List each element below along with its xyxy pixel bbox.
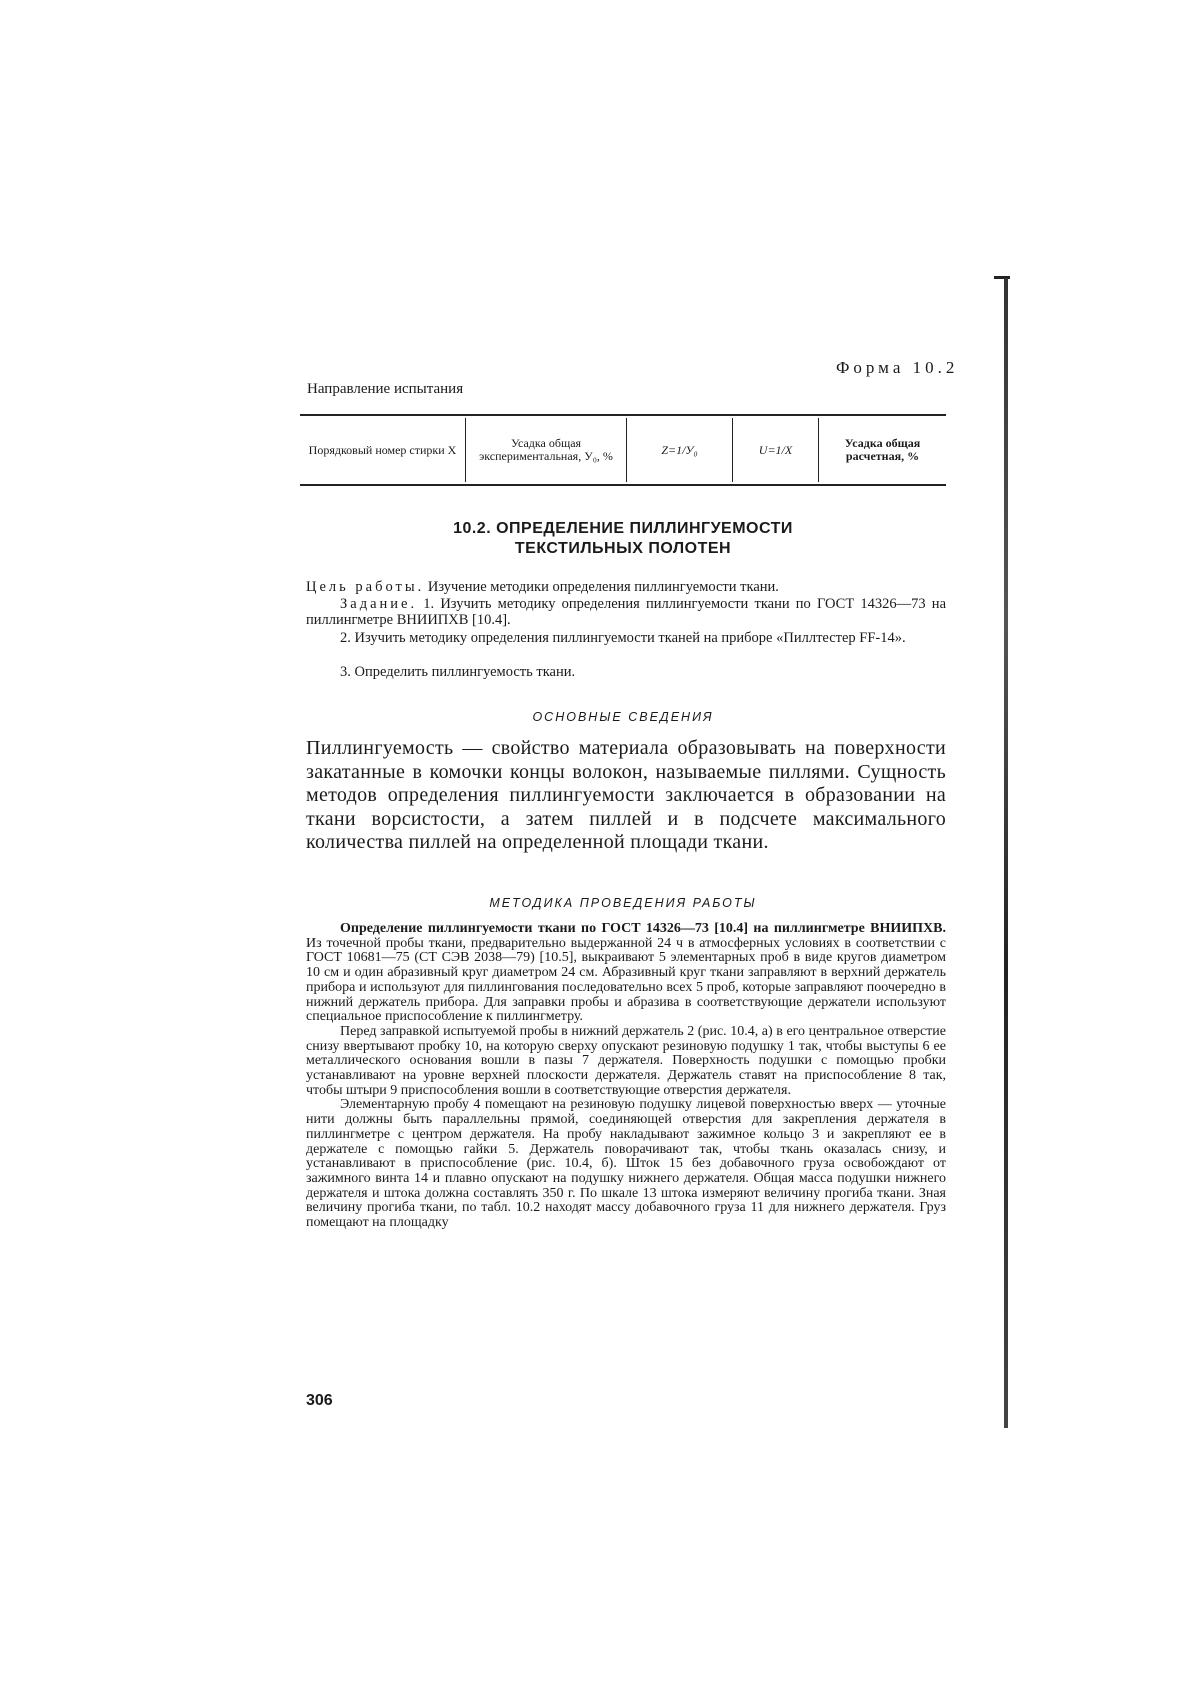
task-item-1-text: 1. Изучить методику определения пиллингуемости ткани по ГОСТ 14326—73 на пиллингметре ВНИИПХВ [10.4]. (306, 596, 946, 628)
goal-text: Изучение методики определения пиллингуемости ткани. (427, 579, 779, 595)
method-paragraph-3: Элементарную пробу 4 помещают на резиновую подушку лицевой поверхностью вверх — уточные нити должны быть параллельны прямой, соединяющей отверстия для закрепления держателя в пиллингметре с центром держателя. На пробу накладывают зажимное кольцо 3 и закрепляют ее в держателе с помощью гайки 5. Держатель поворачивают так, чтобы ткань оказалась снизу, и устанавливают в приспособление (рис. 10.4, б). Шток 15 без добавочного груза освобождают от зажимного винта 14 и плавно опускают на подушку нижнего держателя. Общая масса подушки нижнего держателя и штока должна составлять 350 г. По шкале 13 штока измеряют величину прогиба ткани. Зная величину прогиба ткани, по табл. 10.2 находят массу добавочного груза 11 для нижнего держателя. Груз помещают на площадку (306, 1097, 946, 1231)
method-paragraph-1-lead: Определение пиллингуемости ткани по ГОСТ 14326—73 [10.4] на пиллингметре ВНИИПХВ. (340, 921, 946, 936)
task-item-1 (306, 596, 946, 628)
scan-page-edge (1004, 278, 1008, 1428)
form-label: Форма 10.2 (836, 358, 959, 377)
method-heading: МЕТОДИКА ПРОВЕДЕНИЯ РАБОТЫ (489, 896, 757, 910)
basic-info-heading: ОСНОВНЫЕ СВЕДЕНИЯ (532, 710, 714, 724)
goal-line (306, 579, 946, 595)
data-table (300, 414, 946, 486)
section-heading: 10.2. ОПРЕДЕЛЕНИЕ ПИЛЛИНГУЕМОСТИ (453, 520, 793, 537)
method-paragraph-1-body: Из точечной пробы ткани, предварительно выдержанной 24 ч в атмосферных условиях в соответствии с ГОСТ 10681—75 (СТ СЭВ 2038—79) [10.5], выкраивают 5 элементарных проб в виде кругов диаметром 10 см и один абразивный круг диаметром 24 см. Абразивный круг ткани заправляют в верхний держатель прибора и используют для пиллингования последовательно всех 5 проб, которые заправляют поочередно в нижний держатель прибора. Для заправки пробы и абразива в соответствующие держатели используют специальное приспособление к пиллингметру. (306, 935, 946, 1025)
table-header-u: U=1/X (758, 442, 793, 457)
goal-label: Цель работы. (306, 579, 425, 595)
basic-info-paragraph: Пиллингуемость — свойство материала образовывать на поверхности закатанные в комочки концы волокон, называемые пиллями. Сущность методов определения пиллингуемости заключается в образовании на ткани ворсистости, а затем пиллей и в подсчете максимального количества пиллей на определенной площади ткани. (306, 737, 946, 853)
table-header-z: Z=1/У₀ (661, 442, 698, 457)
task-label: Задание. (340, 596, 418, 612)
table-header-calculated-shrinkage: Усадка общая расчетная, % (844, 436, 921, 463)
table-header-wash-number: Порядковый номер стирки X (308, 442, 457, 457)
table-header-experimental-shrinkage: Усадка общая экспериментальная, У₀, % (479, 436, 613, 463)
method-text (306, 922, 946, 1231)
section-subheading: ТЕКСТИЛЬНЫХ ПОЛОТЕН (514, 540, 732, 557)
method-paragraph-1 (306, 922, 946, 1025)
task-item-2: 2. Изучить методику определения пиллингуемости тканей на приборе «Пиллтестер FF-14». (340, 630, 906, 646)
method-paragraph-2: Перед заправкой испытуемой пробы в нижний держатель 2 (рис. 10.4, а) в его центральное отверстие снизу ввертывают пробку 10, на которую сверху опускают резиновую подушку 1 так, чтобы выступы 6 ее металлического основания вошли в пазы 7 держателя. Поверхность подушки с помощью пробки устанавливают на уровне верхней плоскости держателя. Держатель ставят на приспособление 8 так, чтобы штыри 9 приспособления вошли в соответствующие отверстия держателя. (306, 1023, 946, 1098)
direction-label: Направление испытания (307, 381, 464, 397)
task-item-3: 3. Определить пиллингуемость ткани. (340, 664, 576, 680)
page-number: 306 (306, 1392, 333, 1409)
